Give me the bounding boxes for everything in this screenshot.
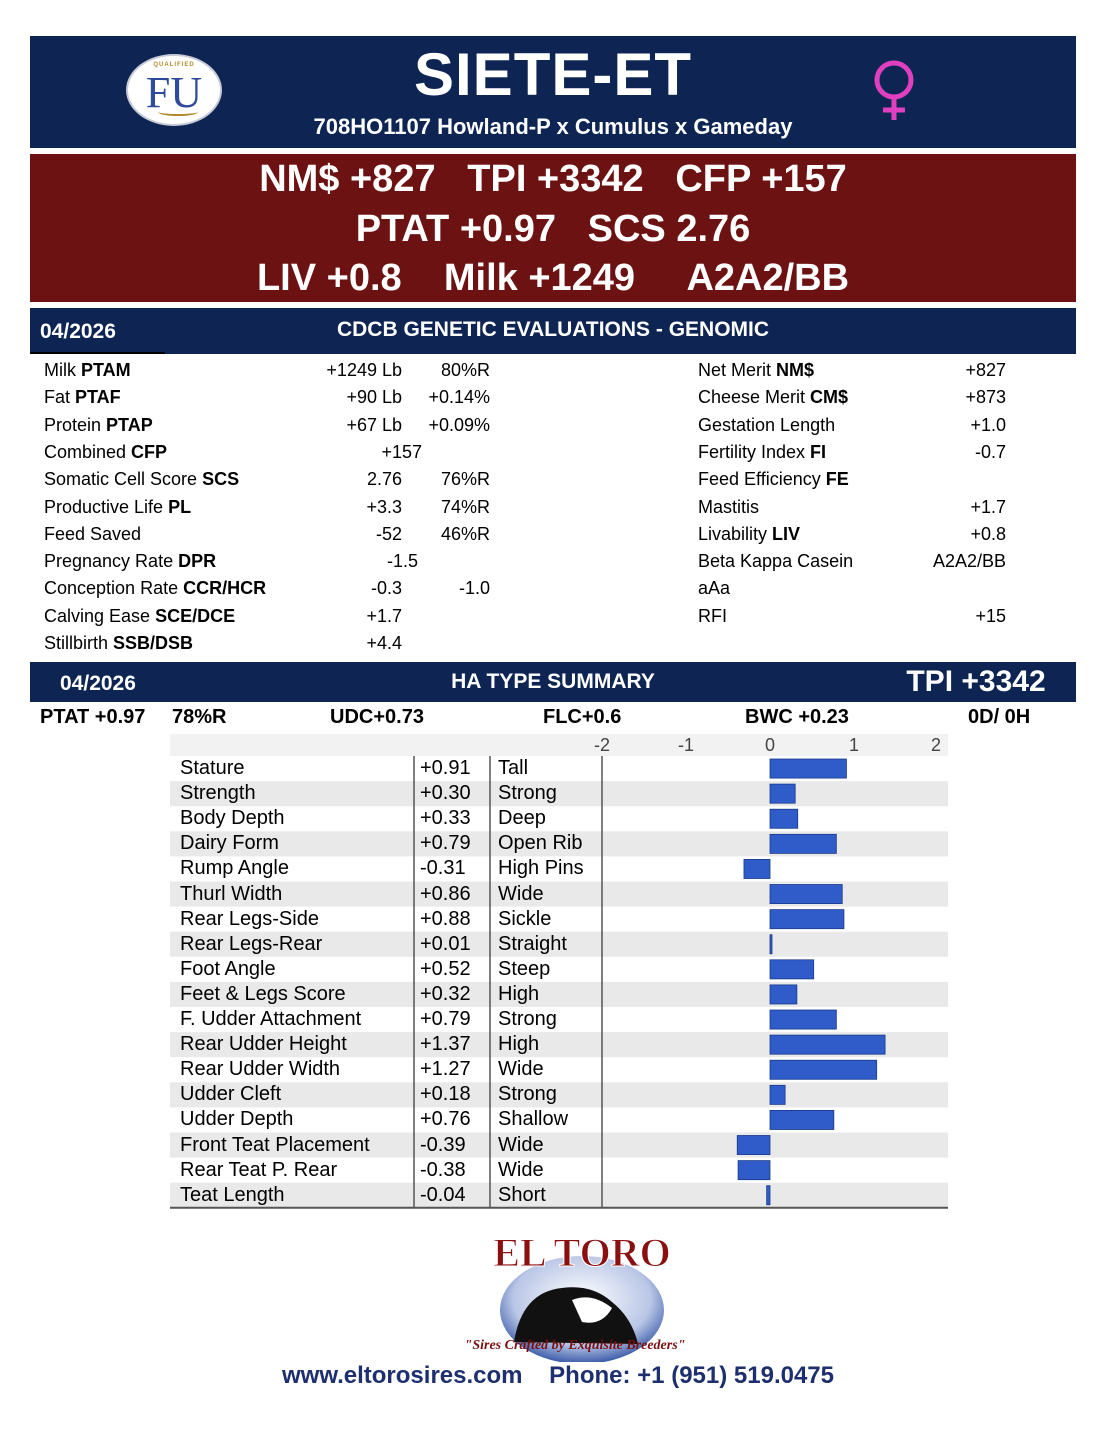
trait-descriptor: Wide xyxy=(498,882,544,905)
eval-label: Fat PTAF xyxy=(44,387,121,408)
trait-descriptor: Wide xyxy=(498,1133,544,1156)
trait-name: Rump Angle xyxy=(180,857,289,880)
eval-label: Conception Rate CCR/HCR xyxy=(44,578,267,599)
trait-value: +0.79 xyxy=(420,1008,471,1030)
trait-descriptor: High xyxy=(498,1033,540,1056)
trait-name: Dairy Form xyxy=(180,832,279,855)
eval-reliability: 80%R xyxy=(440,360,490,380)
index-value: +0.8 xyxy=(970,523,1006,544)
eval-label: Stillbirth SSB/DSB xyxy=(44,633,194,653)
eval-value: -0.3 xyxy=(370,578,402,599)
index-value: +827 xyxy=(965,360,1006,380)
trait-descriptor: Wide xyxy=(498,1158,544,1181)
eval-label: Somatic Cell Score SCS xyxy=(44,469,240,490)
trait-bar xyxy=(744,859,770,878)
eval-value: 2.76 xyxy=(366,469,402,490)
eval-value: -52 xyxy=(375,523,402,544)
trait-name: Rear Udder Height xyxy=(180,1033,347,1056)
header-banner xyxy=(30,36,1076,148)
trait-bar xyxy=(770,935,772,954)
key-indexes-panel xyxy=(30,154,1076,302)
index-value: +15 xyxy=(975,605,1006,626)
contact-line xyxy=(0,1362,1116,1390)
index-label: Fertility Index FI xyxy=(698,441,827,462)
trait-bar xyxy=(770,910,844,929)
trait-value: +0.30 xyxy=(420,782,471,805)
trait-name: Front Teat Placement xyxy=(180,1133,370,1156)
female-symbol-icon xyxy=(866,58,922,122)
index-label: aAa xyxy=(698,578,731,599)
eval-label: Combined CFP xyxy=(44,441,168,462)
trait-descriptor: High xyxy=(498,982,540,1005)
index-value: -0.7 xyxy=(974,441,1006,462)
trait-bar xyxy=(767,1186,770,1205)
eval-label: Protein PTAP xyxy=(44,414,153,435)
trait-bar xyxy=(770,834,836,853)
trait-bar xyxy=(770,1110,834,1129)
index-label: Feed Efficiency FE xyxy=(698,469,849,490)
trait-value: +0.18 xyxy=(420,1083,471,1106)
index-label: RFI xyxy=(698,605,727,626)
row-stripe xyxy=(170,781,948,806)
eval-reliability: 46%R xyxy=(440,523,490,544)
pedigree-line: 708HO1107 Howland-P x Cumulus x Gameday xyxy=(313,114,793,139)
trait-bar xyxy=(770,1060,877,1079)
eval-value: +1249 Lb xyxy=(326,360,402,380)
trait-bar xyxy=(737,1136,770,1155)
trait-name: Rear Legs-Side xyxy=(180,907,319,930)
trait-value: +0.76 xyxy=(420,1108,471,1131)
trait-name: Foot Angle xyxy=(180,957,276,980)
divider xyxy=(30,352,165,354)
trait-descriptor: Sickle xyxy=(498,907,552,930)
linear-traits-chart xyxy=(170,734,958,1214)
trait-name: Thurl Width xyxy=(180,882,283,905)
trait-descriptor: Tall xyxy=(498,757,529,779)
trait-value: +0.79 xyxy=(420,832,471,855)
trait-bar xyxy=(770,1010,836,1029)
trait-bar xyxy=(770,985,797,1004)
trait-value: +0.32 xyxy=(420,982,471,1005)
flc-value: FLC+0.6 xyxy=(543,706,622,728)
trait-value: +0.01 xyxy=(420,932,471,955)
eval-value: +3.3 xyxy=(366,496,402,517)
type-heading: HA TYPE SUMMARY xyxy=(451,670,655,693)
trait-descriptor: Strong xyxy=(498,782,557,805)
trait-bar xyxy=(770,1035,885,1054)
trait-name: Rear Udder Width xyxy=(180,1058,341,1081)
x-tick-label: -2 xyxy=(593,735,611,755)
x-tick-label: 2 xyxy=(930,735,942,755)
eval-value: +157 xyxy=(381,441,422,462)
trait-name: F. Udder Attachment xyxy=(180,1008,362,1030)
index-label: Beta Kappa Casein xyxy=(698,551,854,572)
phone-number[interactable]: Phone: +1 (951) 519.0475 xyxy=(549,1362,834,1389)
trait-name: Udder Cleft xyxy=(180,1083,282,1106)
trait-descriptor: High Pins xyxy=(498,857,584,880)
el-toro-wordmark: EL TORO xyxy=(493,1230,671,1275)
trait-name: Feet & Legs Score xyxy=(180,982,346,1005)
trait-name: Teat Length xyxy=(180,1183,285,1206)
trait-bar xyxy=(738,1161,770,1180)
eval-reliability: +0.09% xyxy=(428,414,490,435)
trait-name: Strength xyxy=(180,782,256,805)
summary-line-1: NM$ +827 TPI +3342 CFP +157 xyxy=(259,158,847,200)
x-tick-label: 0 xyxy=(764,735,776,755)
x-tick-label: -1 xyxy=(677,735,695,755)
trait-value: +1.27 xyxy=(420,1058,471,1081)
trait-descriptor: Steep xyxy=(498,957,551,980)
eval-reliability: 74%R xyxy=(440,496,490,517)
trait-descriptor: Short xyxy=(498,1183,546,1206)
tagline: "Sires Crafted by Exquisite Breeders" xyxy=(464,1338,686,1353)
eval-value: -1.5 xyxy=(386,551,418,572)
eval-label: Pregnancy Rate DPR xyxy=(44,551,217,572)
trait-descriptor: Shallow xyxy=(498,1108,569,1131)
eval-label: Milk PTAM xyxy=(44,360,131,380)
eval-reliability: -1.0 xyxy=(458,578,490,599)
bull-name: SIETE-ET xyxy=(413,41,693,108)
daughters-herds: 0D/ 0H xyxy=(968,706,1031,728)
trait-value: +0.88 xyxy=(420,907,471,930)
trait-name: Rear Teat P. Rear xyxy=(180,1158,338,1181)
logo-top-text: QUALIFIED xyxy=(153,62,195,68)
index-label: Livability LIV xyxy=(698,523,801,544)
trait-name: Rear Legs-Rear xyxy=(180,932,323,955)
trait-descriptor: Deep xyxy=(498,807,546,830)
eval-value: +90 Lb xyxy=(346,387,402,408)
cdcb-date: 04/2026 xyxy=(40,320,116,343)
eval-label: Calving Ease SCE/DCE xyxy=(44,605,236,626)
ptat-reliability: 78%R xyxy=(172,706,227,728)
udc-value: UDC+0.73 xyxy=(330,706,424,728)
trait-bar xyxy=(770,809,798,828)
eval-reliability: +0.14% xyxy=(428,387,490,408)
trait-value: -0.38 xyxy=(420,1158,466,1181)
trait-value: -0.04 xyxy=(420,1183,466,1206)
trait-bar xyxy=(770,1085,785,1104)
trait-descriptor: Wide xyxy=(498,1058,544,1081)
tpi-badge: TPI +3342 xyxy=(876,662,1076,702)
trait-bar xyxy=(770,960,814,979)
index-label: Cheese Merit CM$ xyxy=(698,387,849,408)
trait-value: +0.52 xyxy=(420,957,471,980)
trait-descriptor: Strong xyxy=(498,1083,557,1106)
index-value: +1.7 xyxy=(970,496,1006,517)
eval-value: +4.4 xyxy=(366,633,402,653)
trait-descriptor: Strong xyxy=(498,1008,557,1030)
eval-reliability: 76%R xyxy=(440,469,490,490)
eval-label: Productive Life PL xyxy=(44,496,192,517)
trait-descriptor: Open Rib xyxy=(498,832,583,855)
index-label: Net Merit NM$ xyxy=(698,360,815,380)
summary-line-2: PTAT +0.97 SCS 2.76 xyxy=(355,208,751,250)
trait-value: +0.91 xyxy=(420,757,471,779)
index-value: A2A2/BB xyxy=(932,551,1006,572)
index-label: Gestation Length xyxy=(698,414,836,435)
summary-line-3: LIV +0.8 Milk +1249 A2A2/BB xyxy=(256,257,850,299)
trait-bar xyxy=(770,759,846,778)
cdcb-heading: CDCB GENETIC EVALUATIONS - GENOMIC xyxy=(336,318,770,341)
trait-value: +1.37 xyxy=(420,1033,471,1056)
trait-descriptor: Straight xyxy=(498,932,567,955)
trait-bar xyxy=(770,784,795,803)
type-date: 04/2026 xyxy=(60,672,136,695)
trait-value: +0.33 xyxy=(420,807,471,830)
website-link[interactable]: www.eltorosires.com xyxy=(281,1362,523,1389)
trait-value: -0.39 xyxy=(420,1133,466,1156)
eval-value: +67 Lb xyxy=(346,414,402,435)
cdcb-section-bar xyxy=(30,308,1076,354)
bwc-value: BWC +0.23 xyxy=(745,706,849,728)
x-tick-label: 1 xyxy=(848,735,860,755)
eval-value: +1.7 xyxy=(366,605,402,626)
eval-label: Feed Saved xyxy=(44,523,142,544)
trait-bar xyxy=(770,885,842,904)
axis-header-bg xyxy=(170,734,948,756)
row-stripe xyxy=(170,1183,948,1208)
trait-name: Body Depth xyxy=(180,807,285,830)
row-stripe xyxy=(170,1082,948,1107)
logo-letters: FU xyxy=(145,68,203,117)
index-label: Mastitis xyxy=(698,496,760,517)
index-value: +1.0 xyxy=(970,414,1006,435)
trait-name: Udder Depth xyxy=(180,1108,294,1131)
trait-value: -0.31 xyxy=(420,857,466,880)
trait-value: +0.86 xyxy=(420,882,471,905)
trait-name: Stature xyxy=(180,757,245,779)
ptat-value: PTAT +0.97 xyxy=(40,706,146,728)
index-value: +873 xyxy=(965,387,1006,408)
